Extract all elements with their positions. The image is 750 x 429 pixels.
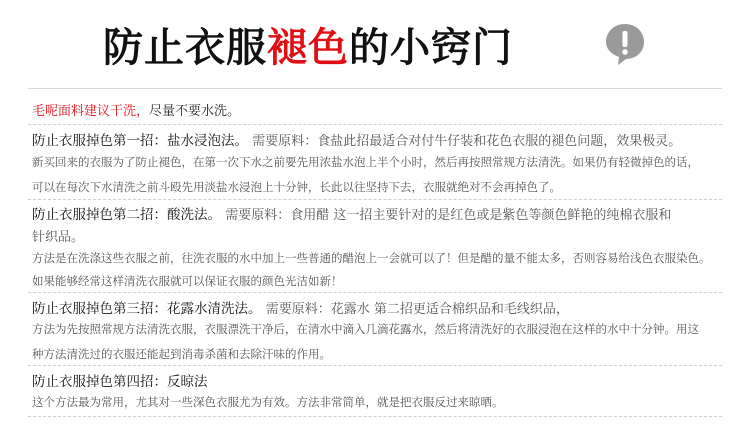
section-4-heading-row	[32, 370, 208, 390]
section-3-body-line-1: 方法为先按照常规方法清洗衣服，衣服漂洗干净后，在清水中滴入几滴花露水，然后将清洗好的衣服浸泡在这样的水中十分钟。用这	[32, 322, 699, 336]
tip-highlight: 毛呢面料建议干洗，	[32, 104, 150, 119]
exclamation-bubble-icon	[604, 22, 646, 66]
title-divider	[28, 88, 722, 89]
section-2-materials-line-2: 针织品。	[32, 230, 85, 245]
divider	[28, 416, 722, 417]
section-2-heading: 防止衣服掉色第二招：酸洗法。	[32, 207, 221, 223]
section-2-heading-row	[32, 203, 671, 223]
divider	[28, 292, 722, 293]
section-1-body-line-2: 可以在每次下水清洗之前斗殴先用淡盐水浸泡上十分钟，长此以往坚持下去，衣服就绝对不会再掉色了。	[32, 180, 561, 194]
section-1-heading-row	[32, 129, 681, 149]
section-3-heading-row	[32, 297, 569, 317]
section-2-materials: 需要原料：食用醋 这一招主要针对的是红色或是紫色等颜色鲜艳的纯棉衣服和	[225, 208, 672, 223]
washing-tip	[32, 100, 240, 119]
page-title	[103, 20, 513, 76]
title-row	[0, 0, 750, 88]
section-2-body-line-2: 如果能够经常这样清洗衣服就可以保证衣服的颜色光洁如新！	[32, 274, 343, 288]
section-3-heading: 防止衣服掉色第三招：花露水清洗法。	[32, 301, 262, 317]
section-3-body-line-2: 种方法清洗过的衣服还能起到消毒杀菌和去除汗味的作用。	[32, 347, 331, 361]
title-part-3: 的小窍门	[349, 25, 513, 71]
divider	[28, 124, 722, 125]
tip-text: 尽量不要水洗。	[149, 104, 241, 119]
title-part-1: 防止衣服	[103, 25, 267, 71]
section-1-materials: 需要原料：食盐此招最适合对付牛仔装和花色衣服的褪色问题，效果极灵。	[252, 134, 682, 149]
section-3-materials: 需要原料：花露水 第二招更适合棉织品和毛线织品，	[265, 302, 569, 317]
section-1-heading: 防止衣服掉色第一招：盐水浸泡法。	[32, 133, 248, 149]
divider	[28, 365, 722, 366]
section-2-body-line-1: 方法是在洗涤这些衣服之前，往洗衣服的水中加上一些普通的醋泡上一会就可以了！但是醋的量不能太多，否则容易给浅色衣服染色。	[32, 251, 711, 265]
section-1-body-line-1: 新买回来的衣服为了防止褪色，在第一次下水之前要先用浓盐水泡上半个小时，然后再按照常规方法清洗。如果仍有轻微掉色的话，	[32, 155, 699, 169]
section-4-body-line-1: 这个方法最为常用，尤其对一些深色衣服尤为有效。方法非常简单，就是把衣服反过来晾晒。	[32, 395, 504, 409]
section-4-heading: 防止衣服掉色第四招：反晾法	[32, 374, 208, 390]
divider	[28, 199, 722, 200]
section-2-materials-cont	[32, 226, 84, 245]
title-part-2: 褪色	[267, 25, 349, 71]
